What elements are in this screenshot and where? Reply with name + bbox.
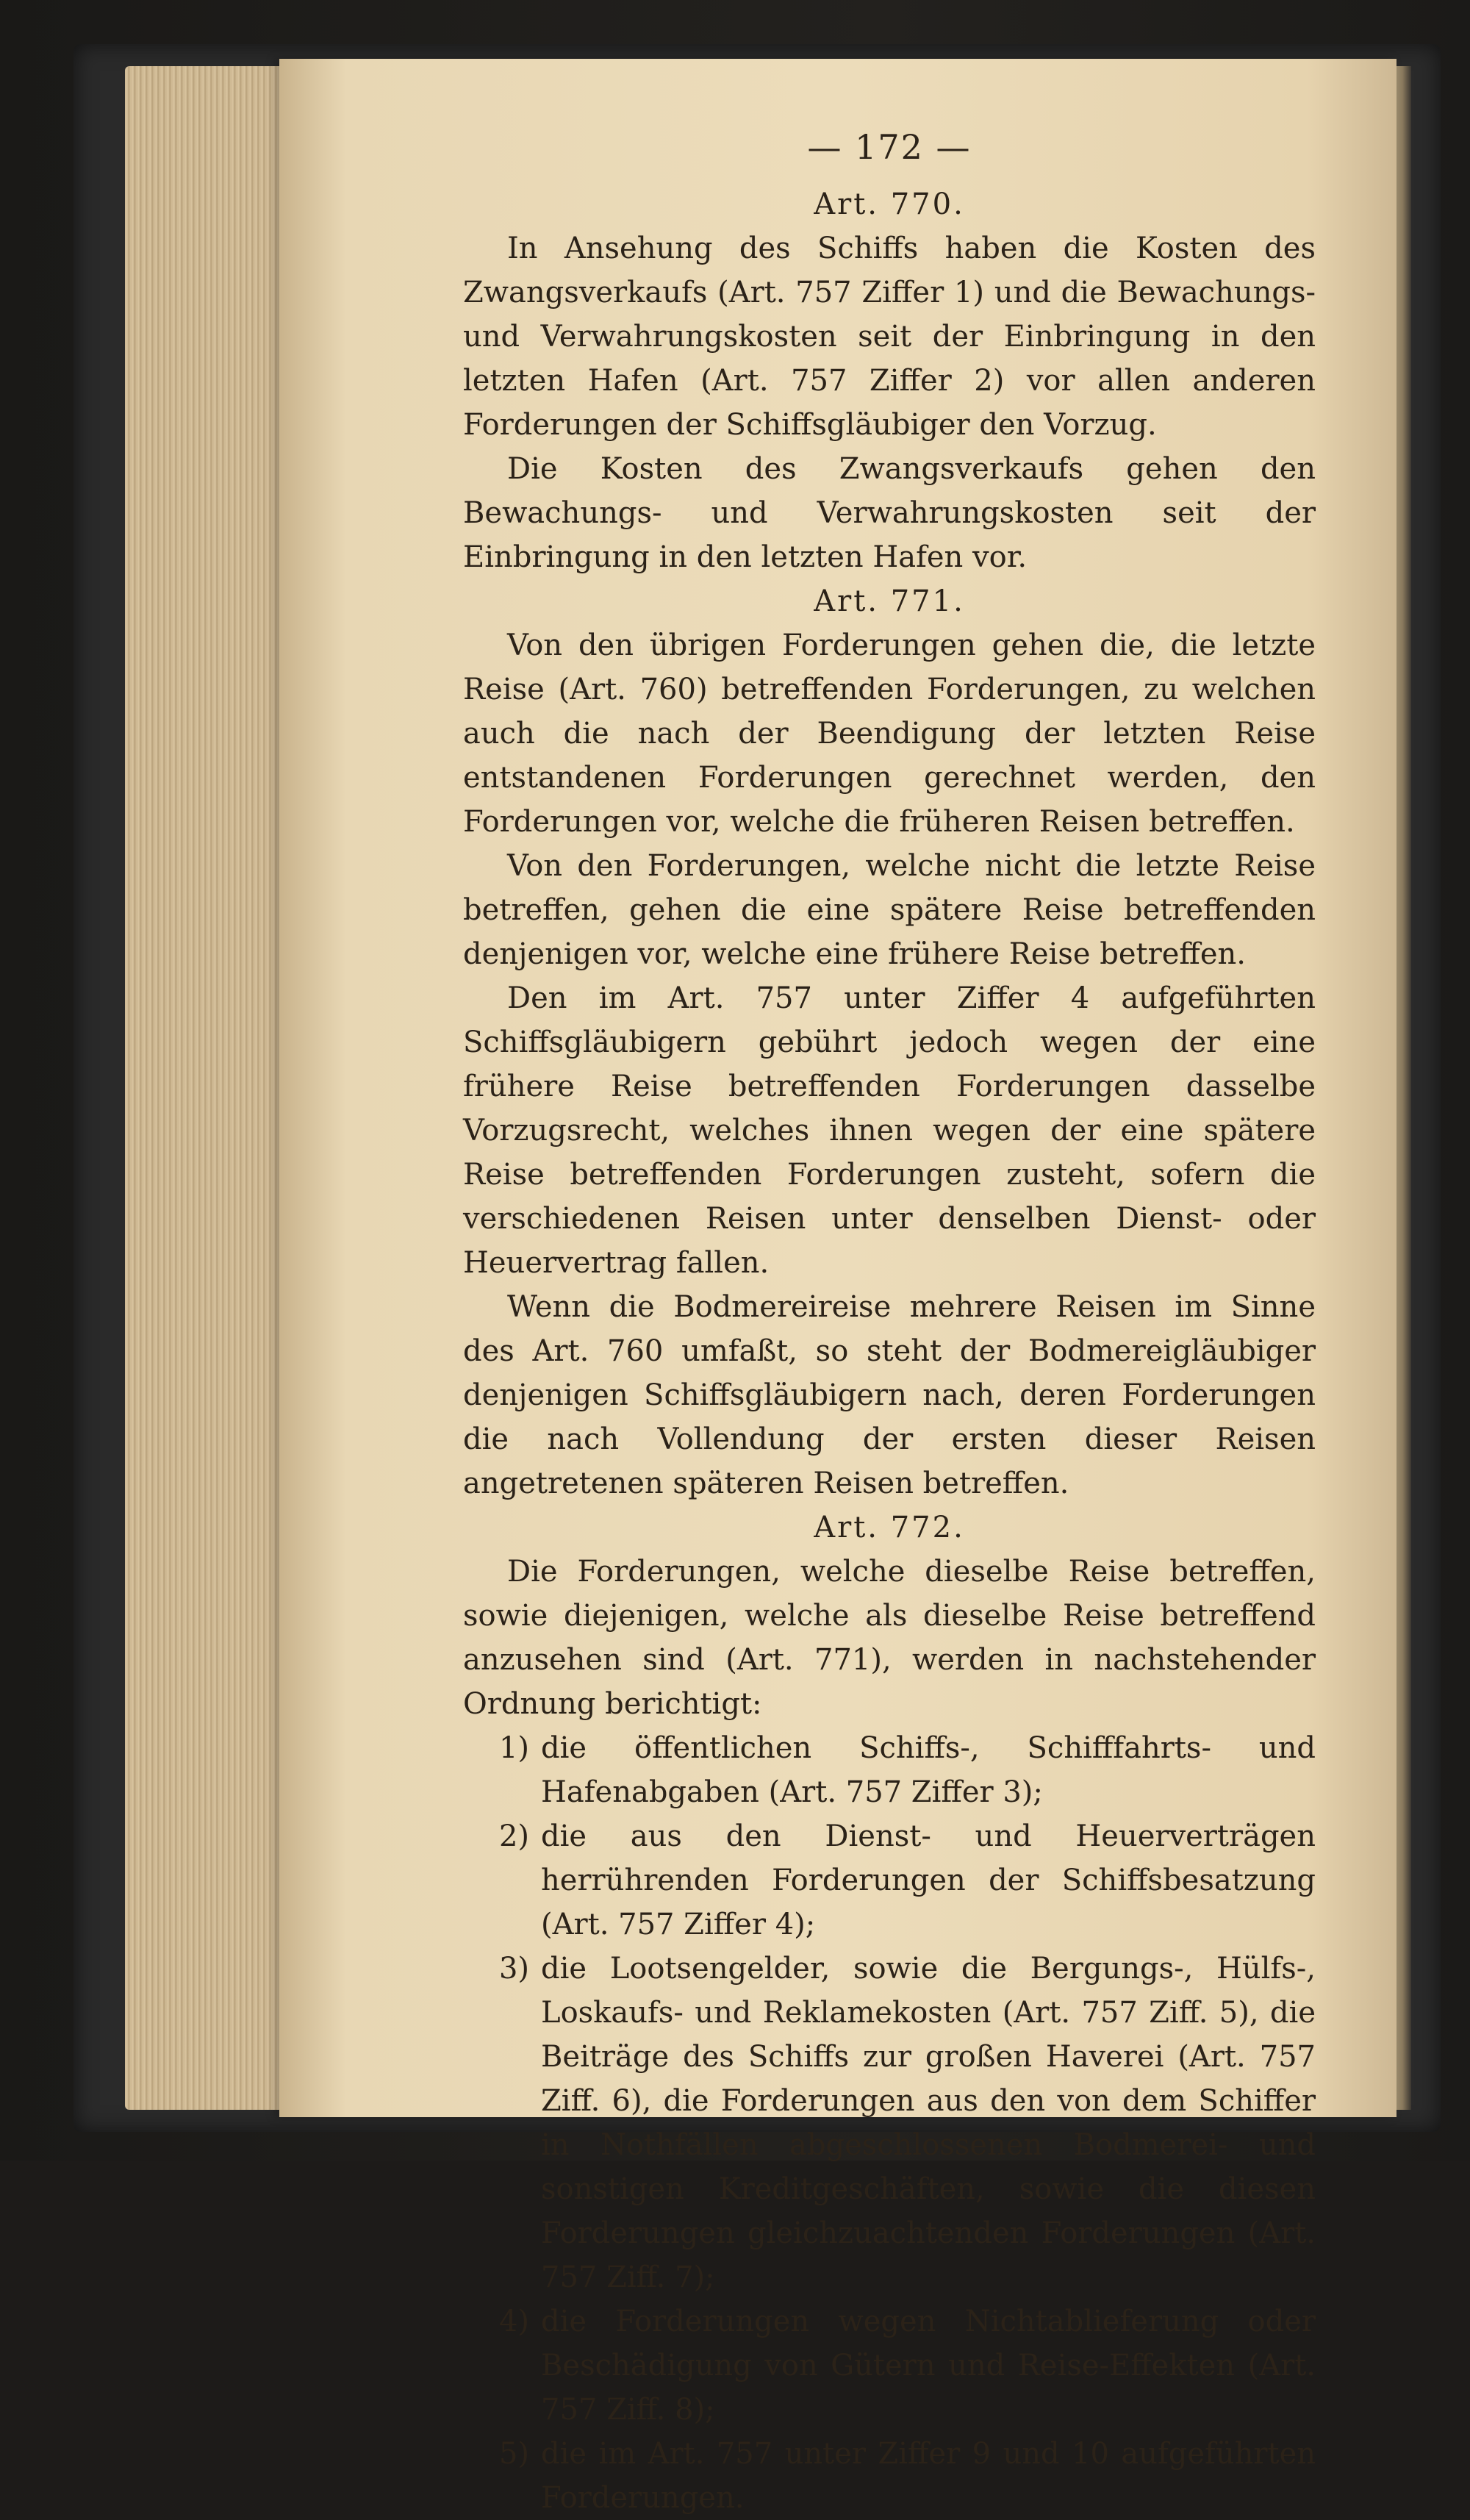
page-number: — 172 — (807, 127, 972, 167)
paragraph: Den im Art. 757 unter Ziffer 4 aufgeführten Schiffsgläubigern gebührt jedoch wegen der eine frühere Reise betreffenden Forderungen dasselbe Vorzugsrecht, welches ihnen wegen der eine spätere Reise betreffenden Forderungen zusteht, sofern die verschiedenen Reisen unter denselben Dienst- oder Heuervertrag fallen. (463, 981, 1316, 1280)
page-text (463, 125, 1316, 2520)
list-item-text: die öffentlichen Schiffs-, Schifffahrts- und Hafenabgaben (Art. 757 Ziffer 3); (541, 1731, 1316, 1809)
list-item-number: 2) (498, 1819, 529, 1853)
priority-list (463, 1726, 1316, 2520)
list-item (463, 1814, 1316, 1947)
list-item-number: 4) (498, 2305, 529, 2338)
list-item (463, 1947, 1316, 2299)
paragraph: Von den übrigen Forderungen gehen die, die letzte Reise (Art. 760) betreffenden Forderungen, zu welchen auch die nach der Beendigung der letzten Reise entstandenen Forderungen gerechnet werden, den Forderungen vor, welche die früheren Reisen betreffen. (463, 629, 1316, 839)
article-heading: Art. 770. (814, 187, 965, 221)
list-item-text: die Forderungen wegen Nichtablieferung oder Beschädigung von Gütern und Reise-Effekten (Art. 757 Ziff. 8); (541, 2305, 1316, 2427)
book-page (279, 59, 1396, 2515)
paragraph: Wenn die Bodmereireise mehrere Reisen im Sinne des Art. 760 umfaßt, so steht der Bodmereigläubiger denjenigen Schiffsgläubigern nach, deren Forderungen die nach Vollendung der ersten dieser Reisen angetretenen späteren Reisen betreffen. (463, 1290, 1316, 1500)
paragraph: In Ansehung des Schiffs haben die Kosten des Zwangsverkaufs (Art. 757 Ziffer 1) und die Bewachungs- und Verwahrungskosten seit der Einbringung in den letzten Hafen (Art. 757 Ziffer 2) vor allen anderen Forderungen der Schiffsgläubiger den Vorzug. (463, 232, 1316, 442)
article-771 (463, 579, 1316, 1506)
paragraph: Die Forderungen, welche dieselbe Reise betreffen, sowie diejenigen, welche als dieselbe Reise betreffend anzusehen sind (Art. 771), werden in nachstehender Ordnung berichtigt: (463, 1555, 1316, 1721)
list-item-number: 1) (498, 1731, 529, 1765)
article-772 (463, 1506, 1316, 2520)
list-item-text: die Lootsengelder, sowie die Bergungs-, Hülfs-, Loskaufs- und Reklamekosten (Art. 757 Ziff. 5), die Beiträge des Schiffs zur großen Haverei (Art. 757 Ziff. 6), die Forderungen aus den von dem Schiffer in Nothfällen abgeschlossenen Bodmerei- und sonstigen Kreditgeschäften, sowie die diesen Forderungen gleichzuachtenden Forderungen (Art. 757 Ziff. 7); (541, 1952, 1316, 2294)
list-item-number: 5) (498, 2437, 529, 2471)
page-edges (125, 66, 294, 2110)
article-heading: Art. 771. (814, 584, 965, 618)
article-770 (463, 182, 1316, 579)
list-item-number: 3) (498, 1952, 529, 1986)
list-item (463, 2299, 1316, 2432)
paragraph: Die Kosten des Zwangsverkaufs gehen den Bewachungs- und Verwahrungskosten seit der Einbringung in den letzten Hafen vor. (463, 452, 1316, 574)
list-item (463, 2432, 1316, 2520)
paragraph: Von den Forderungen, welche nicht die letzte Reise betreffen, gehen die eine spätere Reise betreffenden denjenigen vor, welche eine frühere Reise betreffen. (463, 849, 1316, 971)
list-item-text: die im Art. 757 unter Ziffer 9 und 10 aufgeführten Forderungen. (541, 2437, 1316, 2515)
list-item (463, 1726, 1316, 1814)
list-item-text: die aus den Dienst- und Heuerverträgen herrührenden Forderungen der Schiffsbesatzung (Art. 757 Ziffer 4); (541, 1819, 1316, 1941)
article-heading: Art. 772. (814, 1511, 965, 1544)
